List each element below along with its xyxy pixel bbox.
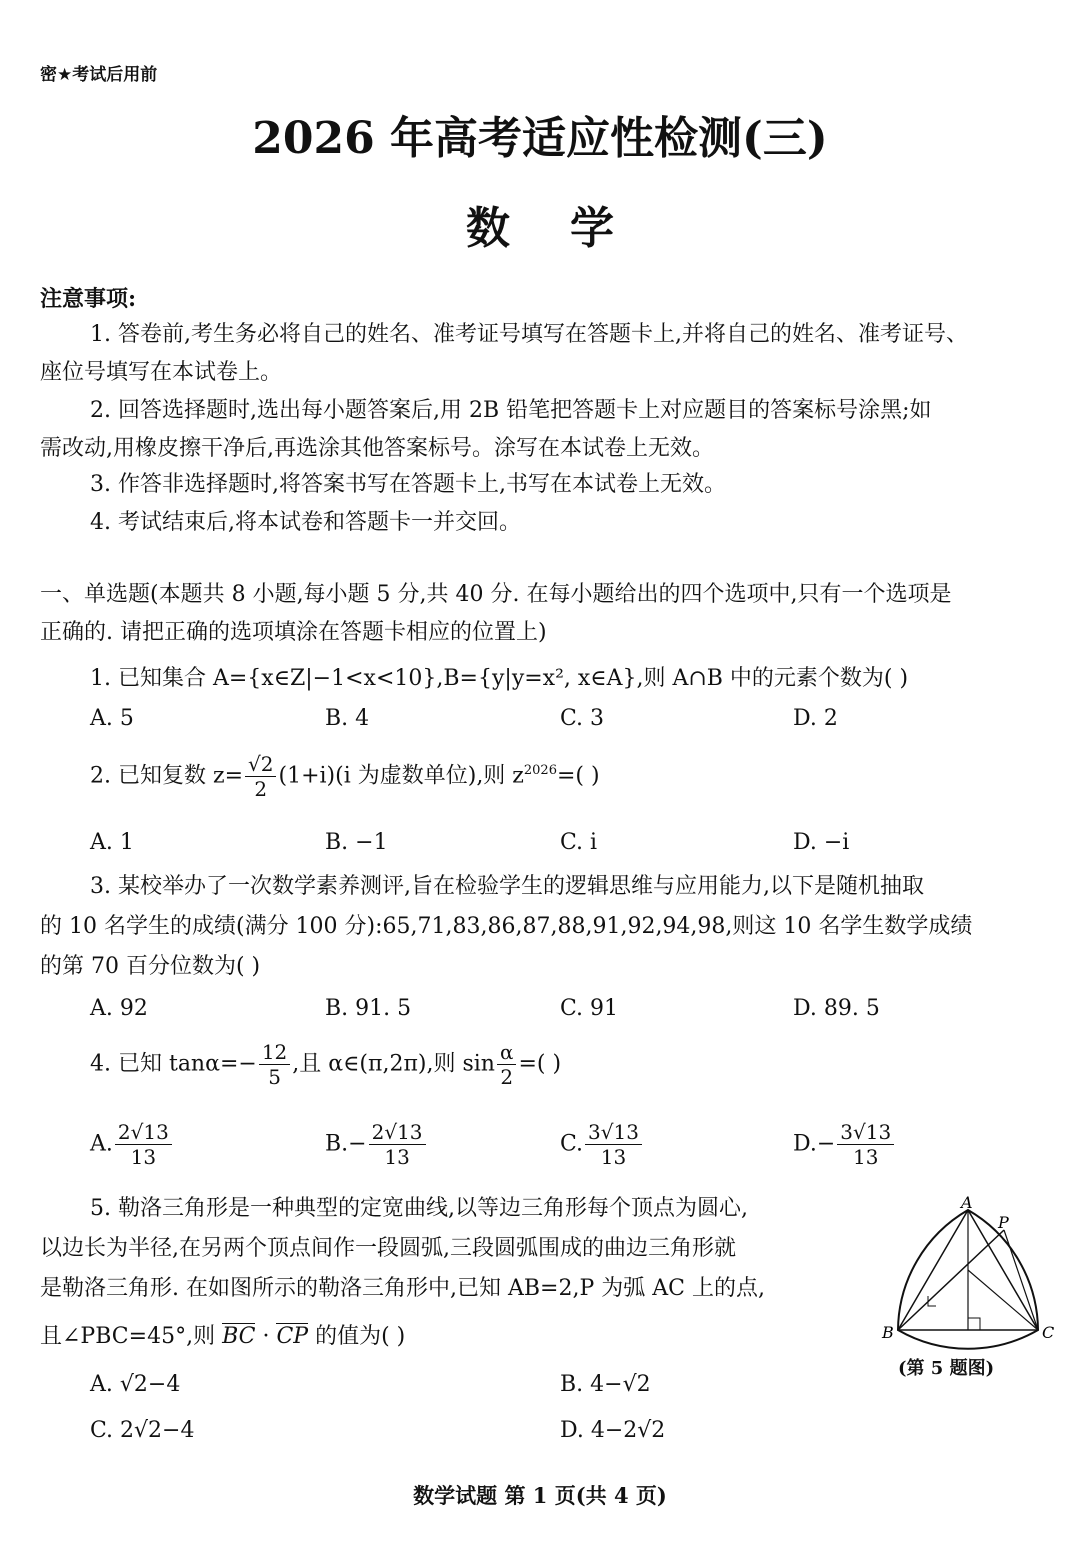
section-heading: 一、单选题(本题共 8 小题,每小题 5 分,共 40 分. 在每小题给出的四个选项中,只有一个选项是	[40, 582, 952, 607]
q1-option-a: A. 5	[90, 706, 134, 731]
q2-option-b: B. −1	[325, 830, 388, 855]
confidential-label: 密★考试后用前	[40, 65, 158, 85]
q5-option-c: C. 2√2−4	[90, 1418, 195, 1443]
question-5: 5. 勒洛三角形是一种典型的定宽曲线,以等边三角形每个顶点为圆心,	[90, 1196, 748, 1221]
q4-option-d: D.− $\frac{3√13}{13}$	[793, 1120, 896, 1169]
question-3-cont: 的第 70 百分位数为( )	[40, 954, 261, 979]
q4-option-a: A. $\frac{2√13}{13}$	[90, 1120, 174, 1169]
question-5-cont: 以边长为半径,在另两个顶点间作一段圆弧,三段圆弧围成的曲边三角形就	[40, 1236, 736, 1261]
question-5-cont: 是勒洛三角形. 在如图所示的勒洛三角形中,已知 AB=2,P 为弧 AC 上的点,	[40, 1276, 765, 1301]
q3-option-d: D. 89. 5	[793, 996, 880, 1021]
q2-option-a: A. 1	[90, 830, 134, 855]
subject-title: 数学	[466, 203, 674, 254]
question-5-cont: 且∠PBC=45°,则 BC · CP 的值为( )	[40, 1324, 406, 1349]
notice-item: 需改动,用橡皮擦干净后,再选涂其他答案标号。涂写在本试卷上无效。	[40, 436, 714, 461]
q4-option-c: C. $\frac{3√13}{13}$	[560, 1120, 644, 1169]
figure-label: C	[1042, 1323, 1055, 1342]
figure-label: B	[882, 1323, 894, 1342]
exam-title: 2026 年高考适应性检测(三)	[252, 113, 828, 164]
question-4: 4. 已知 tanα=− $\frac{12}{5}$ ,且 α∈(π,2π),则 sin $\frac{\alpha}{2}$ =( )	[90, 1040, 562, 1089]
notice-item: 1. 答卷前,考生务必将自己的姓名、准考证号填写在答题卡上,并将自己的姓名、准考证号、	[90, 322, 968, 347]
q5-option-a: A. √2−4	[90, 1372, 181, 1397]
notice-item: 3. 作答非选择题时,将答案书写在答题卡上,书写在本试卷上无效。	[90, 472, 726, 497]
figure-label: P	[998, 1213, 1009, 1232]
q5-option-b: B. 4−√2	[560, 1372, 651, 1397]
q2-option-d: D. −i	[793, 830, 850, 855]
notice-heading: 注意事项:	[40, 286, 137, 312]
notice-item: 座位号填写在本试卷上。	[40, 360, 283, 385]
figure-label: A	[961, 1193, 973, 1212]
q5-option-d: D. 4−2√2	[560, 1418, 666, 1443]
notice-item: 2. 回答选择题时,选出每小题答案后,用 2B 铅笔把答题卡上对应题目的答案标号涂黑;如	[90, 398, 932, 423]
q2-option-c: C. i	[560, 830, 598, 855]
question-3-cont: 的 10 名学生的成绩(满分 100 分):65,71,83,86,87,88,91,92,94,98,则这 10 名学生数学成绩	[40, 914, 973, 939]
figure-caption: (第 5 题图)	[898, 1358, 995, 1379]
page-footer: 数学试题 第 1 页(共 4 页)	[413, 1483, 667, 1508]
section-heading-cont: 正确的. 请把正确的选项填涂在答题卡相应的位置上)	[40, 620, 547, 645]
q3-option-b: B. 91. 5	[325, 996, 412, 1021]
q1-option-b: B. 4	[325, 706, 370, 731]
q3-option-a: A. 92	[90, 996, 148, 1021]
q1-option-c: C. 3	[560, 706, 605, 731]
question-1: 1. 已知集合 A={x∈Z|−1<x<10},B={y|y=x², x∈A},则 A∩B 中的元素个数为( )	[90, 666, 909, 691]
notice-item: 4. 考试结束后,将本试卷和答题卡一并交回。	[90, 510, 521, 535]
question-3: 3. 某校举办了一次数学素养测评,旨在检验学生的逻辑思维与应用能力,以下是随机抽取	[90, 874, 924, 899]
question-2: 2. 已知复数 z= $\frac{√2}{2}$ (1+i)(i 为虚数单位),则 $z^{2026}=$( )	[90, 752, 600, 801]
q3-option-c: C. 91	[560, 996, 619, 1021]
q4-option-b: B.− $\frac{2√13}{13}$	[325, 1120, 428, 1169]
q1-option-d: D. 2	[793, 706, 838, 731]
